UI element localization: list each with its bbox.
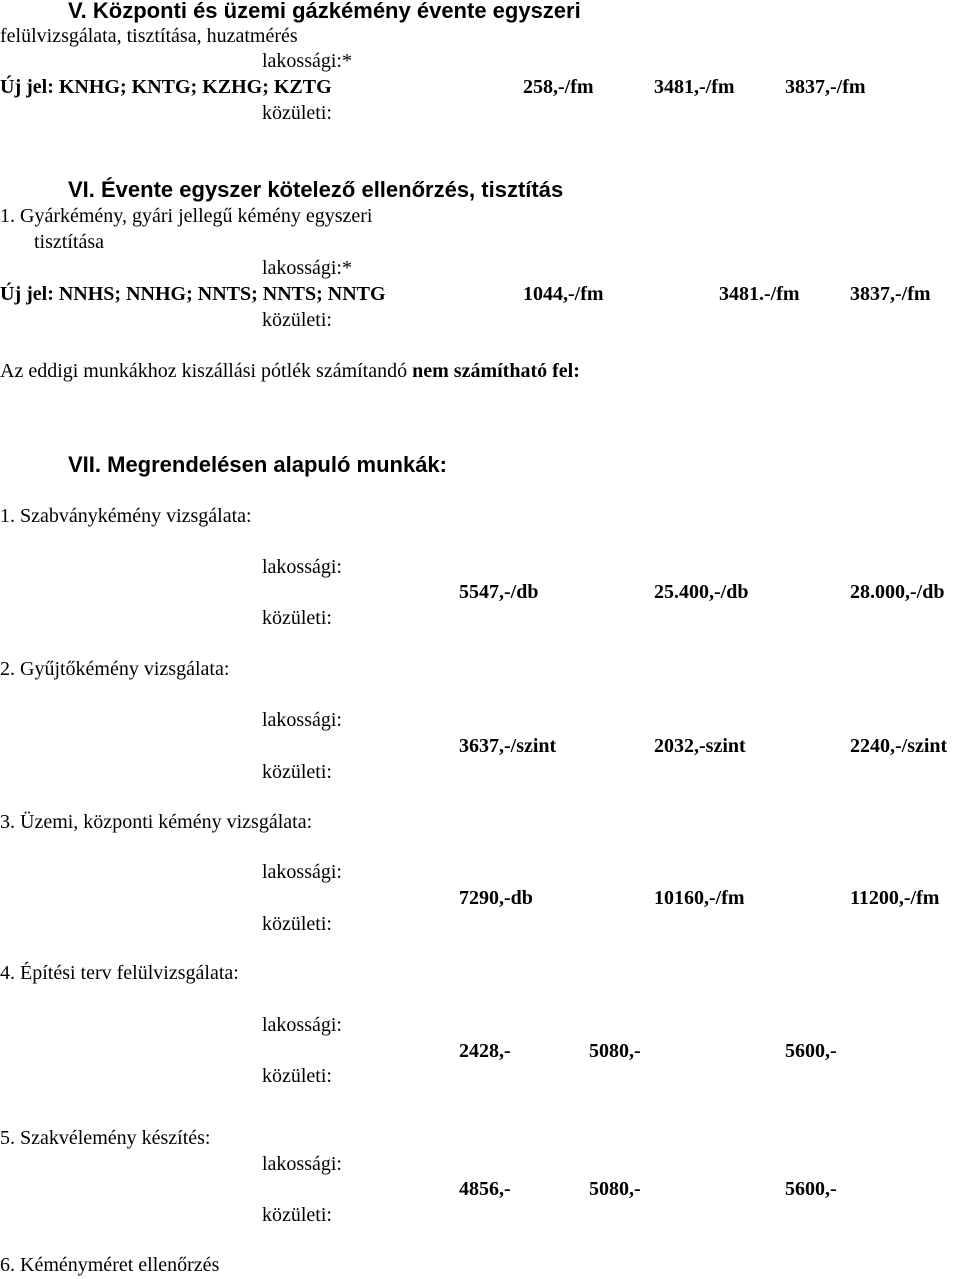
section-vi-price-2: 3481.-/fm: [719, 283, 800, 305]
item-5-price-2: 5080,-: [589, 1178, 641, 1200]
item-4-price-3: 5600,-: [785, 1040, 837, 1062]
section-vi-item-line2: tisztítása: [34, 231, 104, 253]
item-4-lakossagi-label: lakossági:: [262, 1014, 342, 1036]
section-vi-lakossagi-label: lakossági:*: [262, 257, 352, 279]
note-bold: nem számítható fel:: [412, 360, 580, 382]
section-v-subtitle: felülvizsgálata, tisztítása, huzatmérés: [0, 25, 298, 47]
note-prefix: Az eddigi munkákhoz kiszállási pótlék számítandó: [0, 360, 413, 382]
item-5-price-1: 4856,-: [459, 1178, 511, 1200]
item-4-price-1: 2428,-: [459, 1040, 511, 1062]
section-v-lakossagi-label: lakossági:*: [262, 50, 352, 72]
item-2-price-2: 2032,-szint: [654, 735, 746, 757]
item-3-lakossagi-label: lakossági:: [262, 861, 342, 883]
travel-surcharge-note: [0, 361, 580, 381]
section-v-kozuleti-label: közületi:: [262, 102, 332, 124]
item-2-label: 2. Gyűjtőkémény vizsgálata:: [0, 658, 230, 680]
section-vi-price-3: 3837,-/fm: [850, 283, 931, 305]
item-1-kozuleti-label: közületi:: [262, 607, 332, 629]
item-4-label: 4. Építési terv felülvizsgálata:: [0, 962, 239, 984]
item-1-price-2: 25.400,-/db: [654, 581, 749, 603]
item-3-price-3: 11200,-/fm: [850, 887, 940, 909]
item-1-price-3: 28.000,-/db: [850, 581, 945, 603]
item-1-price-1: 5547,-/db: [459, 581, 539, 603]
item-5-lakossagi-label: lakossági:: [262, 1153, 342, 1175]
item-4-kozuleti-label: közületi:: [262, 1065, 332, 1087]
item-5-price-3: 5600,-: [785, 1178, 837, 1200]
item-2-price-3: 2240,-/szint: [850, 735, 948, 757]
section-vi-code: Új jel: NNHS; NNHG; NNTS; NNTS; NNTG: [0, 283, 386, 305]
section-v-price-3: 3837,-/fm: [785, 76, 866, 98]
section-v-price-1: 258,-/fm: [523, 76, 594, 98]
item-2-kozuleti-label: közületi:: [262, 761, 332, 783]
section-vi-item-line1: 1. Gyárkémény, gyári jellegű kémény egyszeri: [0, 205, 373, 227]
section-vii-title: VII. Megrendelésen alapuló munkák:: [68, 452, 447, 477]
section-v-price-2: 3481,-/fm: [654, 76, 735, 98]
section-vi-title: VI. Évente egyszer kötelező ellenőrzés, tisztítás: [68, 177, 564, 202]
section-v-code: Új jel: KNHG; KNTG; KZHG; KZTG: [0, 76, 332, 98]
item-3-price-2: 10160,-/fm: [654, 887, 745, 909]
section-vi-kozuleti-label: közületi:: [262, 309, 332, 331]
item-2-lakossagi-label: lakossági:: [262, 709, 342, 731]
item-2-price-1: 3637,-/szint: [459, 735, 557, 757]
item-4-price-2: 5080,-: [589, 1040, 641, 1062]
section-v-title: V. Központi és üzemi gázkémény évente egyszeri: [68, 0, 581, 23]
item-5-label: 5. Szakvélemény készítés:: [0, 1127, 211, 1149]
item-1-label: 1. Szabványkémény vizsgálata:: [0, 505, 252, 527]
item-6-label: 6. Kéményméret ellenőrzés: [0, 1254, 220, 1276]
item-3-label: 3. Üzemi, központi kémény vizsgálata:: [0, 811, 313, 833]
item-1-lakossagi-label: lakossági:: [262, 556, 342, 578]
item-3-kozuleti-label: közületi:: [262, 913, 332, 935]
item-3-price-1: 7290,-db: [459, 887, 533, 909]
item-5-kozuleti-label: közületi:: [262, 1204, 332, 1226]
section-vi-price-1: 1044,-/fm: [523, 283, 604, 305]
